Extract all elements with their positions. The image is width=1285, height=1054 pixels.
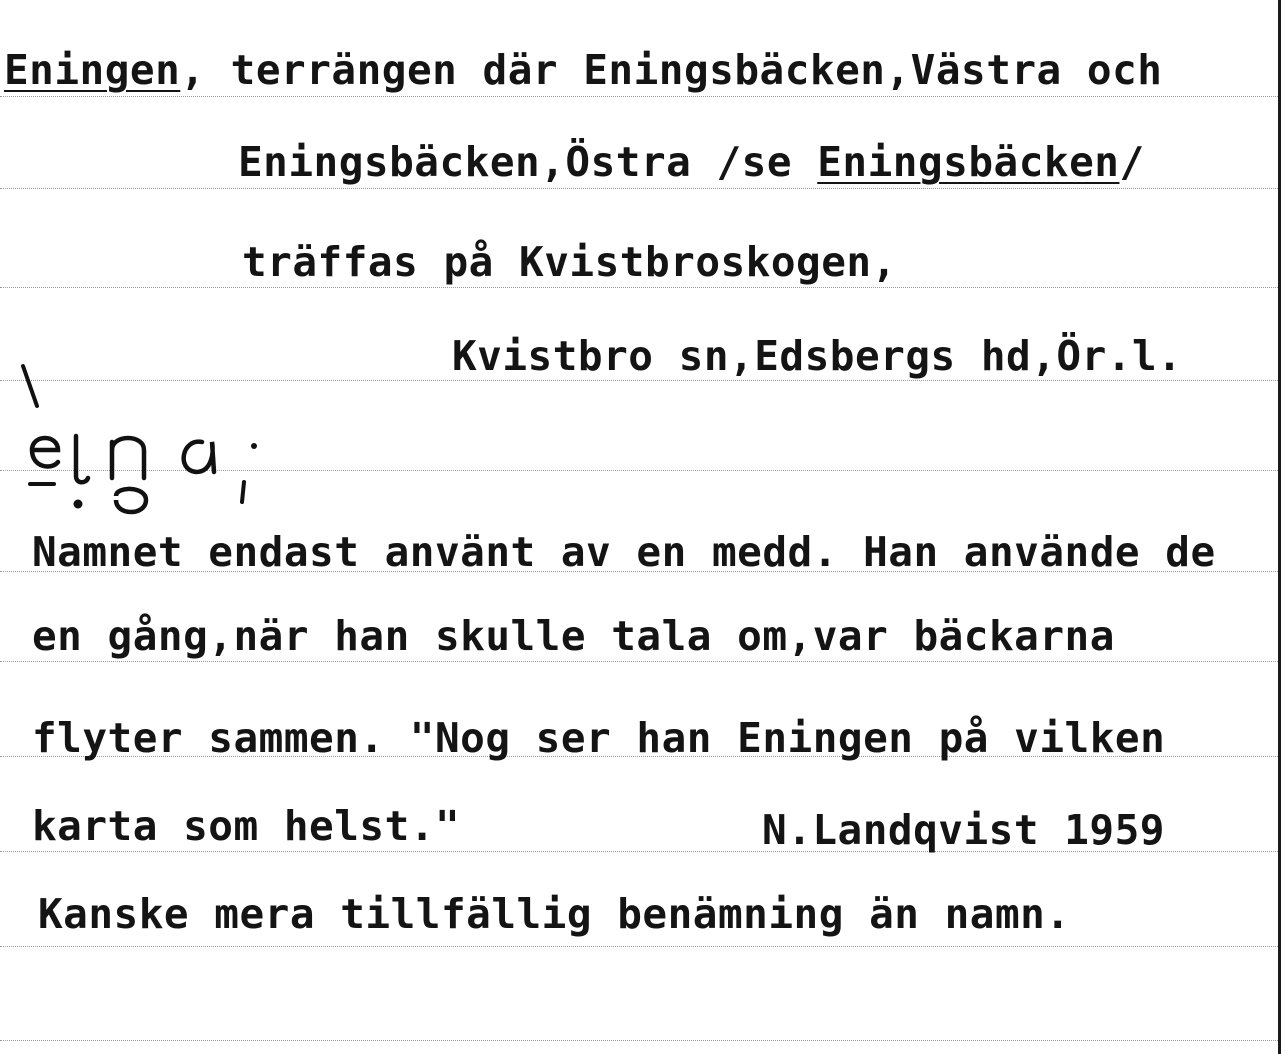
card-edge: [1278, 0, 1281, 1054]
entry-line-1-text: , terrängen där Eningsbäcken,Västra och: [180, 46, 1163, 94]
entry-line-2-end: /: [1119, 138, 1145, 186]
entry-line-2: [238, 138, 1145, 186]
note-line-4: karta som helst.": [32, 802, 461, 850]
ruling-line: [0, 287, 1280, 288]
ruling-line: [0, 661, 1280, 662]
note-line-2: en gång,när han skulle tala om,var bäckarna: [32, 612, 1115, 660]
note-line-1: Namnet endast använt av en medd. Han använde de: [32, 528, 1216, 576]
entry-line-2-text: Eningsbäcken,Östra /se: [238, 138, 818, 186]
note-line-5: Kanske mera tillfällig benämning än namn.: [38, 890, 1071, 938]
pronunciation-handwriting: [24, 420, 284, 530]
ruling-line: [0, 188, 1280, 189]
ruling-line: [0, 96, 1280, 97]
note-line-3: flyter sammen. "Nog ser han Eningen på vilken: [32, 714, 1166, 762]
location-line: Kvistbro sn,Edsbergs hd,Ör.l.: [452, 332, 1183, 380]
entry-line-3: träffas på Kvistbroskogen,: [242, 238, 897, 286]
check-mark-icon: [20, 362, 42, 412]
cross-reference: Eningsbäcken: [817, 138, 1120, 186]
ruling-line: [0, 1040, 1280, 1041]
ruling-line: [0, 380, 1280, 381]
ruling-line: [0, 946, 1280, 947]
signature: N.Landqvist 1959: [762, 806, 1165, 854]
headword: Eningen: [4, 46, 181, 94]
entry-line-1: [4, 46, 1162, 94]
